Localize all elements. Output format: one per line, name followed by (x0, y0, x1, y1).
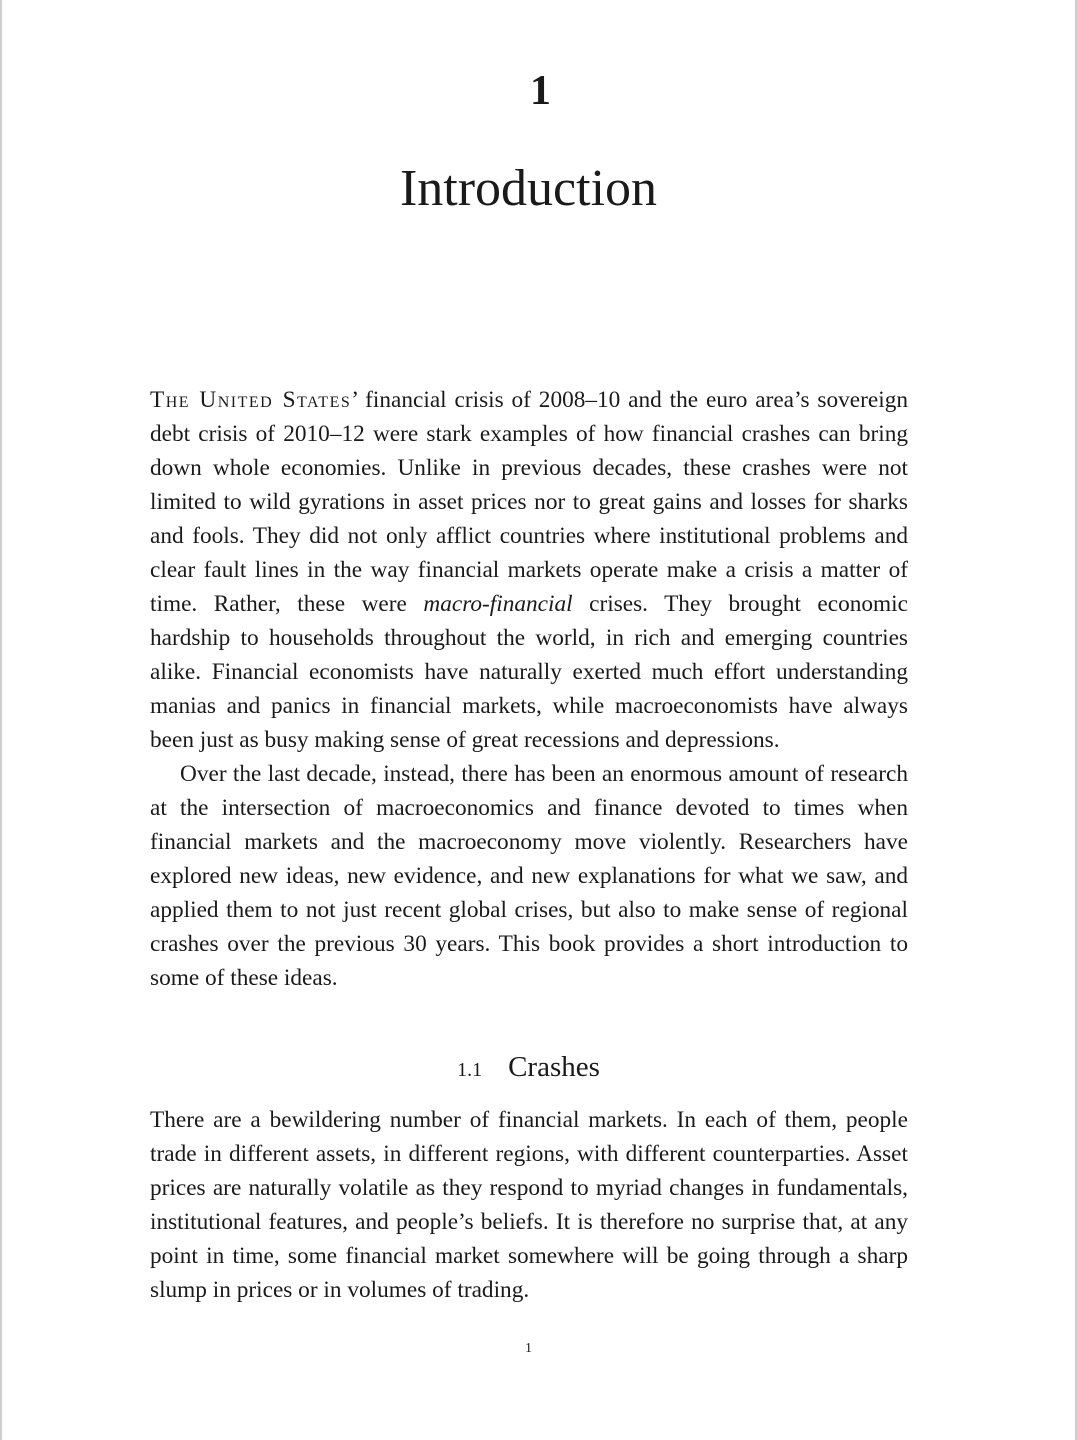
section-title: Crashes (508, 1051, 600, 1083)
intro-paragraph-1-end: crises. They brought economic hardship to households throughout the world, in rich and emerging countries alike. Financial economists have naturally exerted much effort understanding manias and panics in financial markets, while macroeconomists have always been just as busy making sense of great recessions and depressions. (150, 591, 908, 753)
section-heading (2, 1048, 1055, 1089)
page-number: 1 (525, 1341, 532, 1356)
intro-lead-smallcaps: The United States (150, 387, 352, 413)
intro-paragraph-1-text: ’ financial crisis of 2008–10 and the euro area’s sovereign debt crisis of 2010–12 were stark examples of how financial crashes can bring down whole economies. Unlike in previous decades, these crashes were not limited to wild gyrations in asset prices nor to great gains and losses for sharks and fools. They did not only afflict countries where institutional problems and clear fault lines in the way financial markets operate make a crisis a matter of time. Rather, these were (150, 387, 908, 617)
intro-emphasis: macro-financial (423, 591, 573, 617)
intro-paragraph-2: Over the last decade, instead, there has been an enormous amount of research at the intersection of macroeconomics and finance devoted to times when financial markets and the macroeconomy move violently. Researchers have explored new ideas, new evidence, and new explanations for what we saw, and applied them to not just recent global crises, but also to make sense of regional crashes over the previous 30 years. This book provides a short introduction to some of these ideas. (150, 761, 908, 991)
intro-text (150, 383, 908, 995)
intro-paragraph-1 (150, 383, 908, 757)
section-paragraph-1: There are a bewildering number of financial markets. In each of them, people trade in different assets, in different regions, with different counterparties. Asset prices are naturally volatile as they respond to myriad changes in fundamentals, institutional features, and people’s beliefs. It is therefore no surprise that, at any point in time, some financial market somewhere will be going through a sharp slump in prices or in volumes of trading. (150, 1107, 908, 1303)
section-text (150, 1103, 908, 1307)
chapter-number: 1 (530, 68, 551, 114)
chapter-title: Introduction (399, 160, 658, 217)
section-number: 1.1 (457, 1059, 483, 1081)
